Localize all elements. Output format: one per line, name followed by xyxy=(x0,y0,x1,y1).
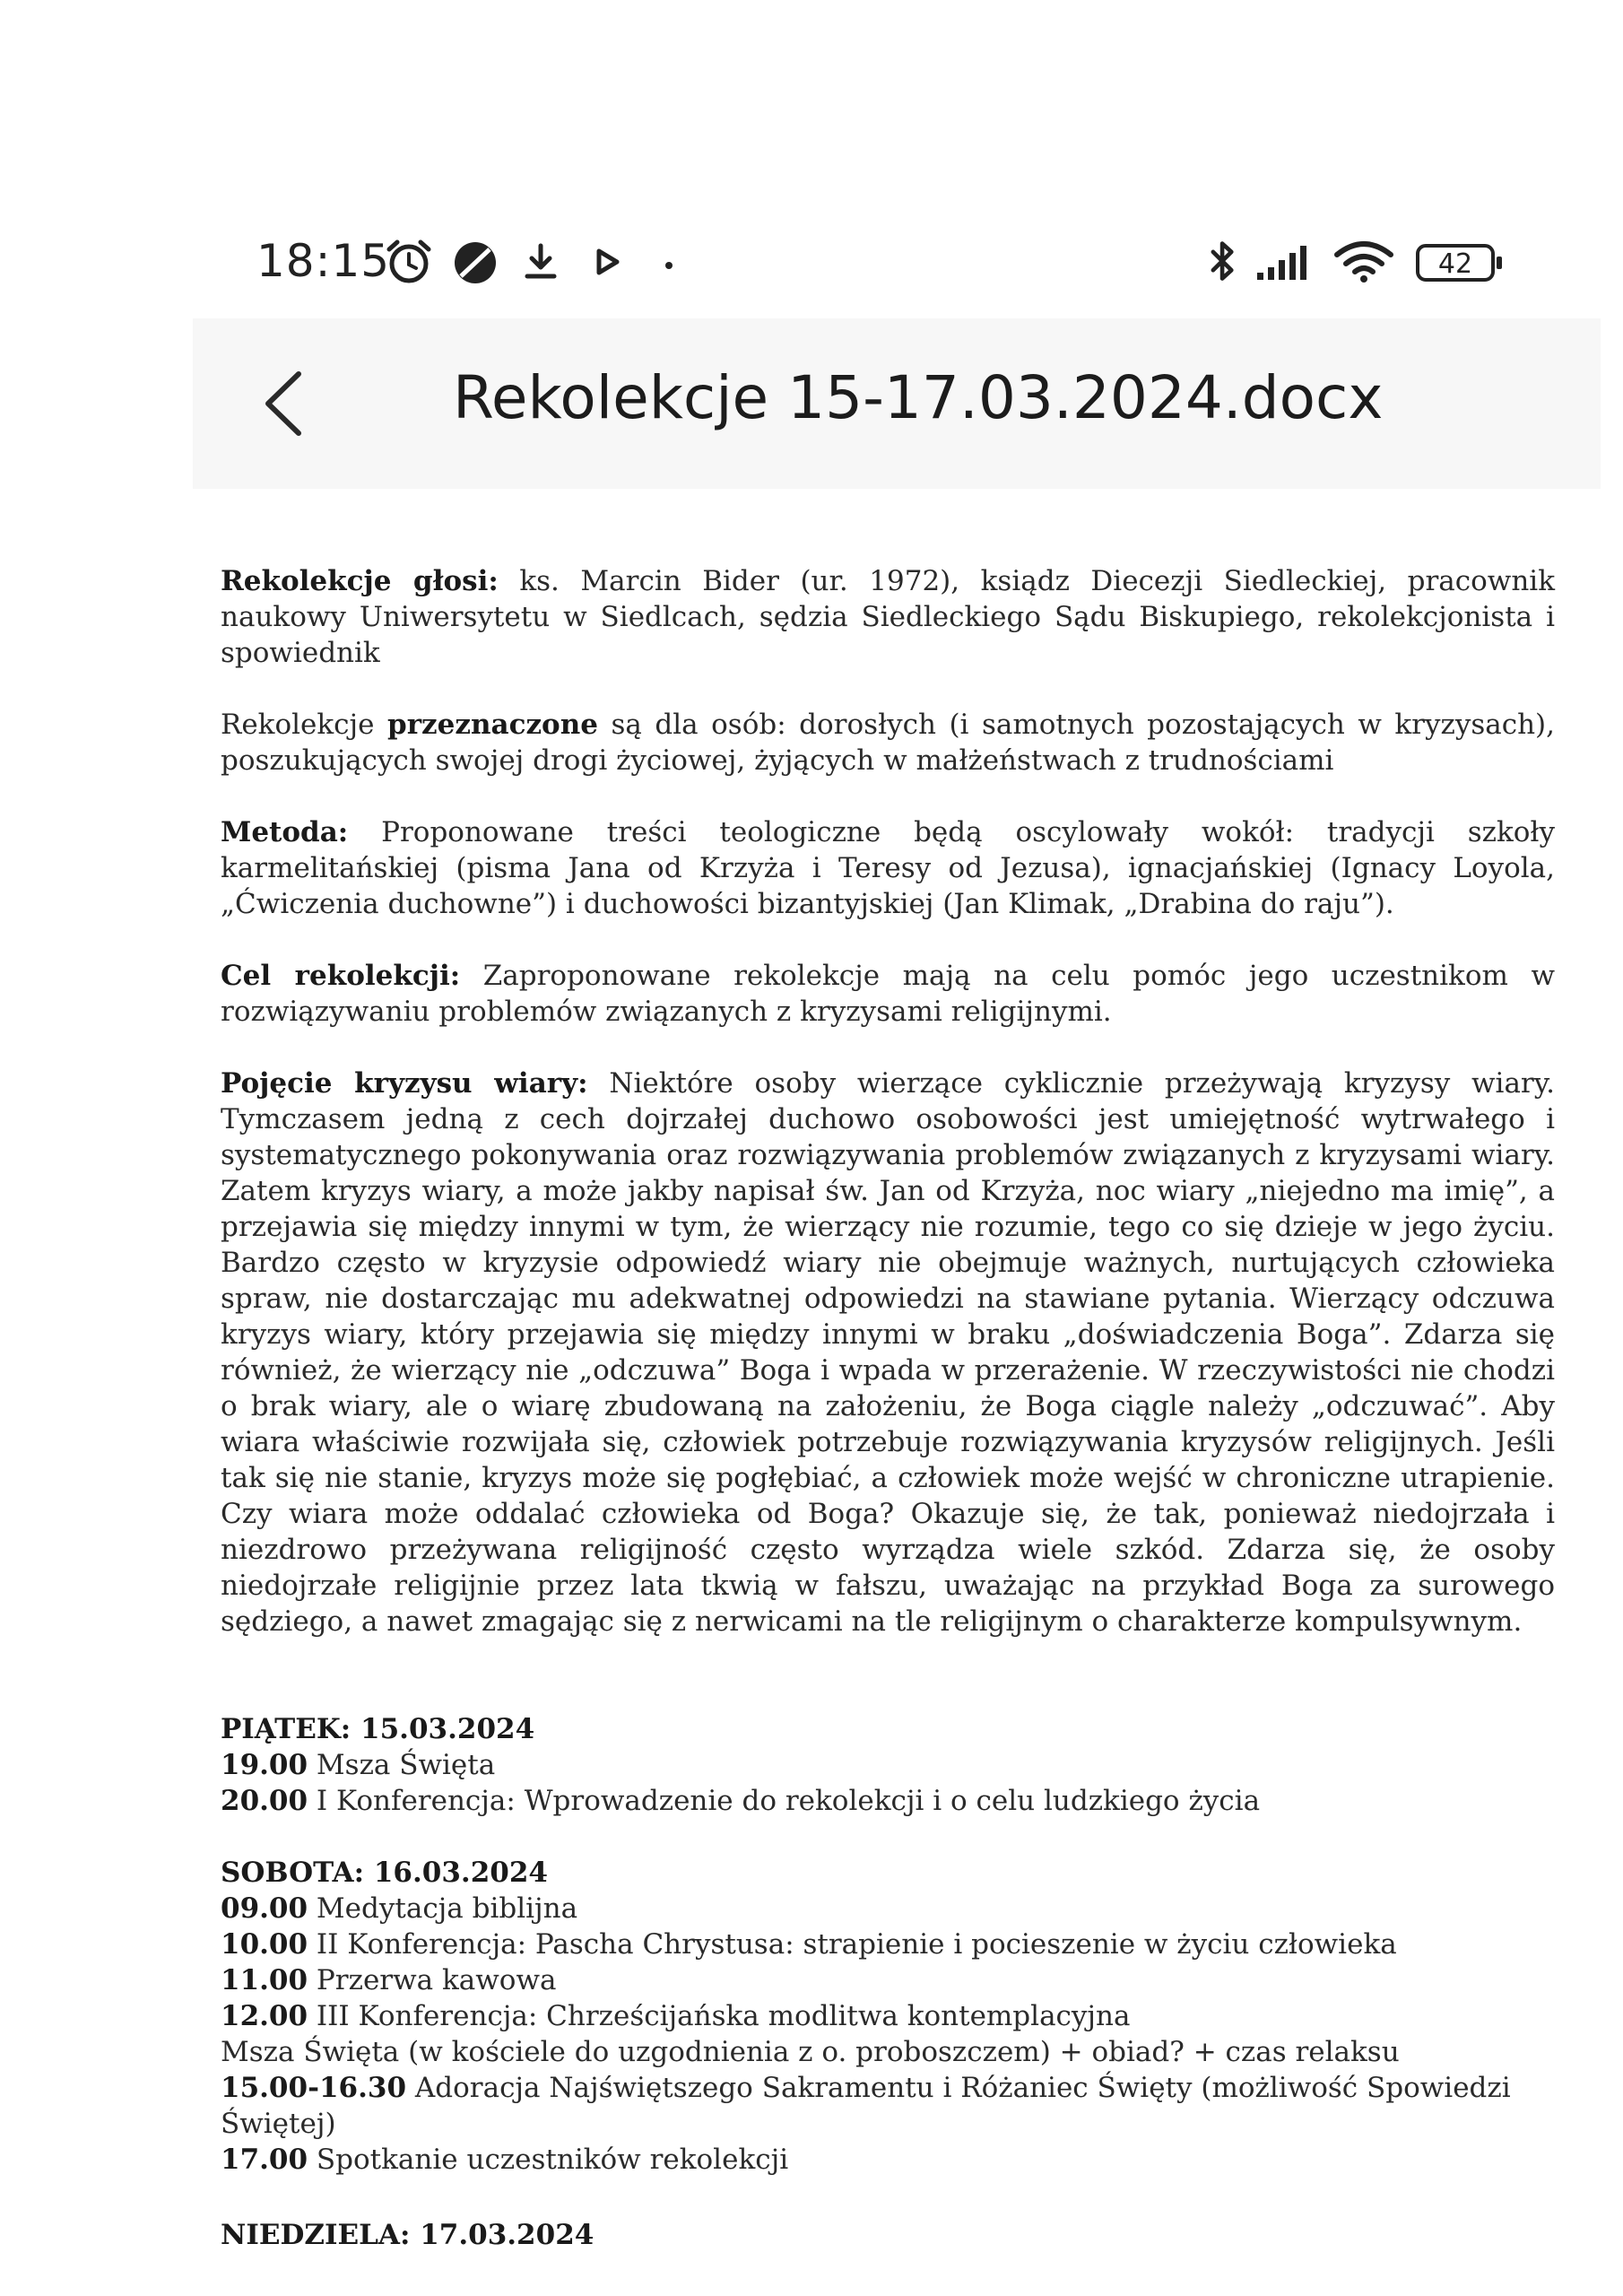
wifi-icon xyxy=(1332,239,1395,285)
schedule-friday xyxy=(221,1711,1555,1819)
schedule-sunday xyxy=(221,2213,1555,2249)
schedule-item xyxy=(221,1747,1555,1783)
schedule-text: Spotkanie uczestników rekolekcji xyxy=(308,2144,789,2176)
schedule-time: 10.00 xyxy=(221,1928,308,1961)
schedule-time: 12.00 xyxy=(221,2000,308,2032)
schedule-item xyxy=(221,1962,1555,1998)
audience-text: są dla osób: dorosłych (i samotnych pozostających w kryzysach), poszukujących swojej drogi życiowej, żyjących w małżeństwach z trudnościami xyxy=(221,709,1556,777)
schedule-saturday xyxy=(221,1855,1555,2178)
status-bar xyxy=(0,215,1623,305)
battery-icon xyxy=(1415,239,1505,285)
paragraph-goal xyxy=(221,958,1555,1030)
audience-prefix: Rekolekcje xyxy=(221,709,388,741)
dnd-icon xyxy=(450,239,500,285)
paragraph-audience xyxy=(221,707,1555,778)
schedule-time: 19.00 xyxy=(221,1749,308,1781)
document-content xyxy=(221,563,1555,2249)
battery-level: 42 xyxy=(1437,248,1473,280)
schedule-time: 09.00 xyxy=(221,1892,308,1925)
schedule-text: III Konferencja: Chrześcijańska modlitwa kontemplacyjna xyxy=(308,2000,1131,2032)
schedule-item xyxy=(221,2142,1555,2178)
paragraph-speaker xyxy=(221,563,1555,671)
back-button[interactable] xyxy=(247,363,327,444)
download-icon xyxy=(520,239,561,285)
document-title: Rekolekcje 15-17.03.2024.docx xyxy=(453,363,1384,432)
schedule-item xyxy=(221,1998,1555,2034)
speaker-text: ks. Marcin Bider (ur. 1972), ksiądz Diecezji Siedleckiej, pracownik naukowy Uniwersytetu w Siedlcach, sędzia Siedleckiego Sądu Biskupiego, rekolekcjonista i spowiednik xyxy=(221,565,1555,669)
schedule-item xyxy=(221,1783,1555,1819)
schedule-text: I Konferencja: Wprowadzenie do rekolekcji i o celu ludzkiego życia xyxy=(308,1785,1261,1817)
schedule-text: Msza Święta (w kościele do uzgodnienia z o. proboszczem) + obiad? + czas relaksu xyxy=(221,2036,1400,2068)
method-label: Metoda: xyxy=(221,816,349,848)
paragraph-crisis xyxy=(221,1065,1555,1639)
schedule-item xyxy=(221,1891,1555,1926)
day-heading: SOBOTA: 16.03.2024 xyxy=(221,1857,548,1889)
chevron-left-icon xyxy=(268,374,299,433)
schedule-item xyxy=(221,2070,1555,2142)
schedule-item xyxy=(221,1926,1555,1962)
schedule-time: 20.00 xyxy=(221,1785,308,1817)
document-header xyxy=(193,318,1601,489)
crisis-label: Pojęcie kryzysu wiary: xyxy=(221,1067,588,1100)
schedule-time: 11.00 xyxy=(221,1964,308,1996)
schedule-text: Msza Święta xyxy=(308,1749,496,1781)
signal-icon xyxy=(1255,239,1320,285)
crisis-text: Niektóre osoby wierzące cyklicznie przeżywają kryzysy wiary. Tymczasem jedną z cech dojrzałej duchowo osobowości jest umiejętność wytrwałego i systematycznego pokonywania oraz rozwiązywania problemów związanych z kryzysami wiary. Zatem kryzys wiary, a może jakby napisał św. Jan od Krzyża, noc wiary „niejedno ma imię”, a przejawia się między innymi w tym, że wierzący nie rozumie, tego co się dzieje w jego życiu. Bardzo często w kryzysie odpowiedź wiary nie obejmuje ważnych, nurtujących człowieka spraw, nie dostarczając mu adekwatnej odpowiedzi na stawiane pytania. Wierzący odczuwa kryzys wiary, który przejawia się między innymi w braku „doświadczenia Boga”. Zdarza się również, że wierzący nie „odczuwa” Boga i wpada w przerażenie. W rzeczywistości nie chodzi o brak wiary, ale o wiarę zbudowaną na założeniu, że Boga ciągle należy „odczuwać”. Aby wiara właściwie rozwijała się, człowiek potrzebuje rozwiązywania kryzysów religijnych. Jeśli tak się nie stanie, kryzys może się pogłębiać, a człowiek może wejść w chroniczne utrapienie. Czy wiara może oddalać człowieka od Boga? Okazuje się, że tak, ponieważ niedojrzała i niezdrowo przeżywana religijność często wyrządza wiele szkód. Zdarza się, że osoby niedojrzałe religijnie przez lata tkwią w fałszu, uważając na przykład Boga za surowego sędziego, a nawet zmagając się z nerwicami na tle religijnym o charakterze kompulsywnym. xyxy=(221,1067,1555,1638)
schedule-text: II Konferencja: Pascha Chrystusa: strapienie i pocieszenie w życiu człowieka xyxy=(308,1928,1397,1961)
audience-label: przeznaczone xyxy=(387,709,598,741)
schedule-time: 17.00 xyxy=(221,2144,308,2176)
alarm-icon xyxy=(384,239,434,285)
method-text: Proponowane treści teologiczne będą oscylowały wokół: tradycji szkoły karmelitańskiej (pisma Jana od Krzyża i Teresy od Jezusa), ignacjańskiej (Ignacy Loyola, „Ćwiczenia duchowne”) i duchowości bizantyjskiej (Jan Klimak, „Drabina do raju”). xyxy=(221,816,1555,920)
schedule-time: 15.00-16.30 xyxy=(221,2072,407,2104)
day-heading: NIEDZIELA: 17.03.2024 xyxy=(221,2219,595,2249)
paragraph-method xyxy=(221,814,1555,922)
goal-label: Cel rekolekcji: xyxy=(221,960,461,992)
schedule-text: Medytacja biblijna xyxy=(308,1892,578,1925)
schedule-item xyxy=(221,2034,1555,2070)
status-time: 18:15 xyxy=(256,235,391,287)
schedule-text: Przerwa kawowa xyxy=(308,1964,557,1996)
schedule-text: Adoracja Najświętszego Sakramentu i Różaniec Święty (możliwość Spowiedzi Świętej) xyxy=(221,2072,1511,2140)
day-heading: PIĄTEK: 15.03.2024 xyxy=(221,1713,535,1745)
goal-text: Zaproponowane rekolekcje mają na celu pomóc jego uczestnikom w rozwiązywaniu problemów związanych z kryzysami religijnymi. xyxy=(221,960,1555,1028)
speaker-label: Rekolekcje głosi: xyxy=(221,565,499,597)
more-notifications-icon xyxy=(660,239,678,285)
bluetooth-icon xyxy=(1207,239,1239,285)
play-icon xyxy=(590,239,626,285)
